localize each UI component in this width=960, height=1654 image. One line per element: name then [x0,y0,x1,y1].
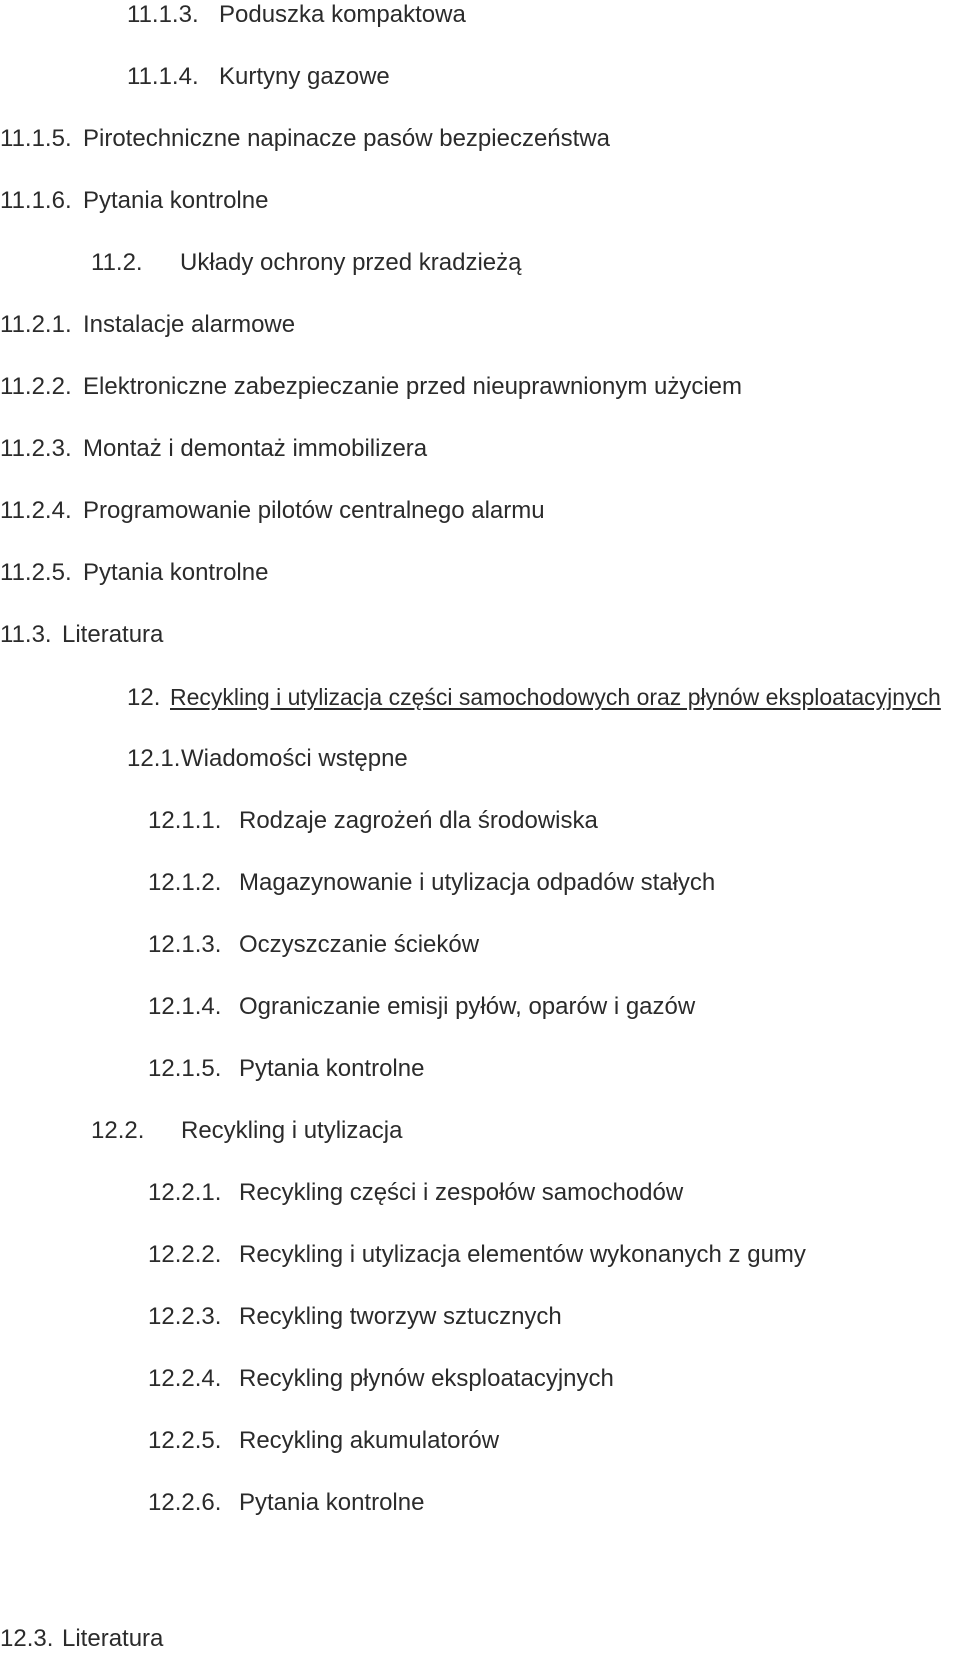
toc-entry-12-2-6 [148,1488,424,1518]
toc-title: Pytania kontrolne [83,187,269,214]
toc-title: Programowanie pilotów centralnego alarmu [83,497,545,524]
toc-entry-12-1-5 [148,1054,424,1084]
toc-number: 12.1.2. [148,869,222,896]
toc-number: 11.1.6. [0,187,72,214]
toc-title: Recykling akumulatorów [239,1427,500,1454]
toc-title: Oczyszczanie ścieków [239,931,480,958]
toc-number: 12.1.4. [148,993,222,1020]
toc-number: 11.2. [91,249,143,276]
toc-number: 12.2.2. [148,1241,222,1268]
toc-entry-12-1-1 [148,806,598,836]
toc-title: Recykling i utylizacja [181,1117,403,1144]
toc-entry-12-3 [0,1624,163,1654]
toc-entry-12-2-5 [148,1426,499,1456]
toc-entry-11-1-6 [0,186,268,216]
toc-entry-11-2-3 [0,434,427,464]
toc-number: 12.1.5. [148,1055,222,1082]
toc-number: 12.1.1. [148,807,222,834]
toc-entry-11-1-3 [127,0,466,30]
toc-entry-12-1 [127,744,408,774]
toc-number: 12.2.1. [148,1179,222,1206]
toc-number: 11.2.4. [0,497,72,524]
toc-title: Recykling tworzyw sztucznych [239,1303,562,1330]
toc-number: 12.2.3. [148,1303,222,1330]
toc-number: 12.2.5. [148,1427,222,1454]
toc-number: 12.2. [91,1117,145,1144]
toc-title: Pirotechniczne napinacze pasów bezpieczeństwa [83,125,610,152]
toc-number: 12.2.6. [148,1489,222,1516]
toc-title: Instalacje alarmowe [83,311,296,338]
toc-entry-12-1-4 [148,992,695,1022]
toc-number: 11.2.1. [0,311,72,338]
toc-title: Montaż i demontaż immobilizera [83,435,428,462]
toc-title: Wiadomości wstępne [181,745,408,772]
toc-number: 12. [127,684,161,711]
toc-entry-12-2-3 [148,1302,562,1332]
toc-title: Recykling części i zespołów samochodów [239,1179,684,1206]
toc-number: 11.1.3. [127,1,199,28]
toc-title: Elektroniczne zabezpieczanie przed nieuprawnionym użyciem [83,373,743,400]
toc-number: 11.2.5. [0,559,72,586]
toc-number: 12.2.4. [148,1365,222,1392]
toc-title: Kurtyny gazowe [219,63,390,90]
toc-number: 11.1.5. [0,125,72,152]
toc-entry-12-1-3 [148,930,479,960]
toc-entry-12-2 [91,1116,402,1146]
toc-entry-11-2-1 [0,310,295,340]
toc-number: 11.2.2. [0,373,72,400]
toc-title: Pytania kontrolne [239,1489,425,1516]
toc-entry-12-2-1 [148,1178,683,1208]
toc-chapter-title: Recykling i utylizacja części samochodowych oraz płynów eksploatacyjnych [170,684,941,710]
toc-entry-12 [127,682,941,713]
toc-title: Ograniczanie emisji pyłów, oparów i gazów [239,993,696,1020]
toc-title: Literatura [62,621,164,648]
toc-number: 12.1. [127,745,181,772]
toc-entry-11-1-5 [0,124,610,154]
toc-title: Pytania kontrolne [239,1055,425,1082]
toc-title: Recykling płynów eksploatacyjnych [239,1365,614,1392]
toc-title: Literatura [62,1625,164,1652]
toc-entry-12-1-2 [148,868,715,898]
toc-number: 11.1.4. [127,63,199,90]
toc-entry-11-1-4 [127,62,390,92]
toc-entry-11-2-5 [0,558,268,588]
toc-title: Poduszka kompaktowa [219,1,466,28]
toc-number: 11.2.3. [0,435,72,462]
toc-entry-12-2-4 [148,1364,614,1394]
toc-title: Magazynowanie i utylizacja odpadów stałych [239,869,716,896]
toc-number: 11.3. [0,621,52,648]
toc-entry-12-2-2 [148,1240,806,1270]
toc-title: Pytania kontrolne [83,559,269,586]
toc-number: 12.3. [0,1625,54,1652]
toc-title: Recykling i utylizacja elementów wykonanych z gumy [239,1241,806,1268]
toc-entry-11-2 [91,248,522,278]
toc-entry-11-2-2 [0,372,742,402]
toc-entry-11-2-4 [0,496,545,526]
toc-title: Rodzaje zagrożeń dla środowiska [239,807,598,834]
toc-number: 12.1.3. [148,931,222,958]
toc-title: Układy ochrony przed kradzieżą [180,249,522,276]
toc-entry-11-3 [0,620,163,650]
